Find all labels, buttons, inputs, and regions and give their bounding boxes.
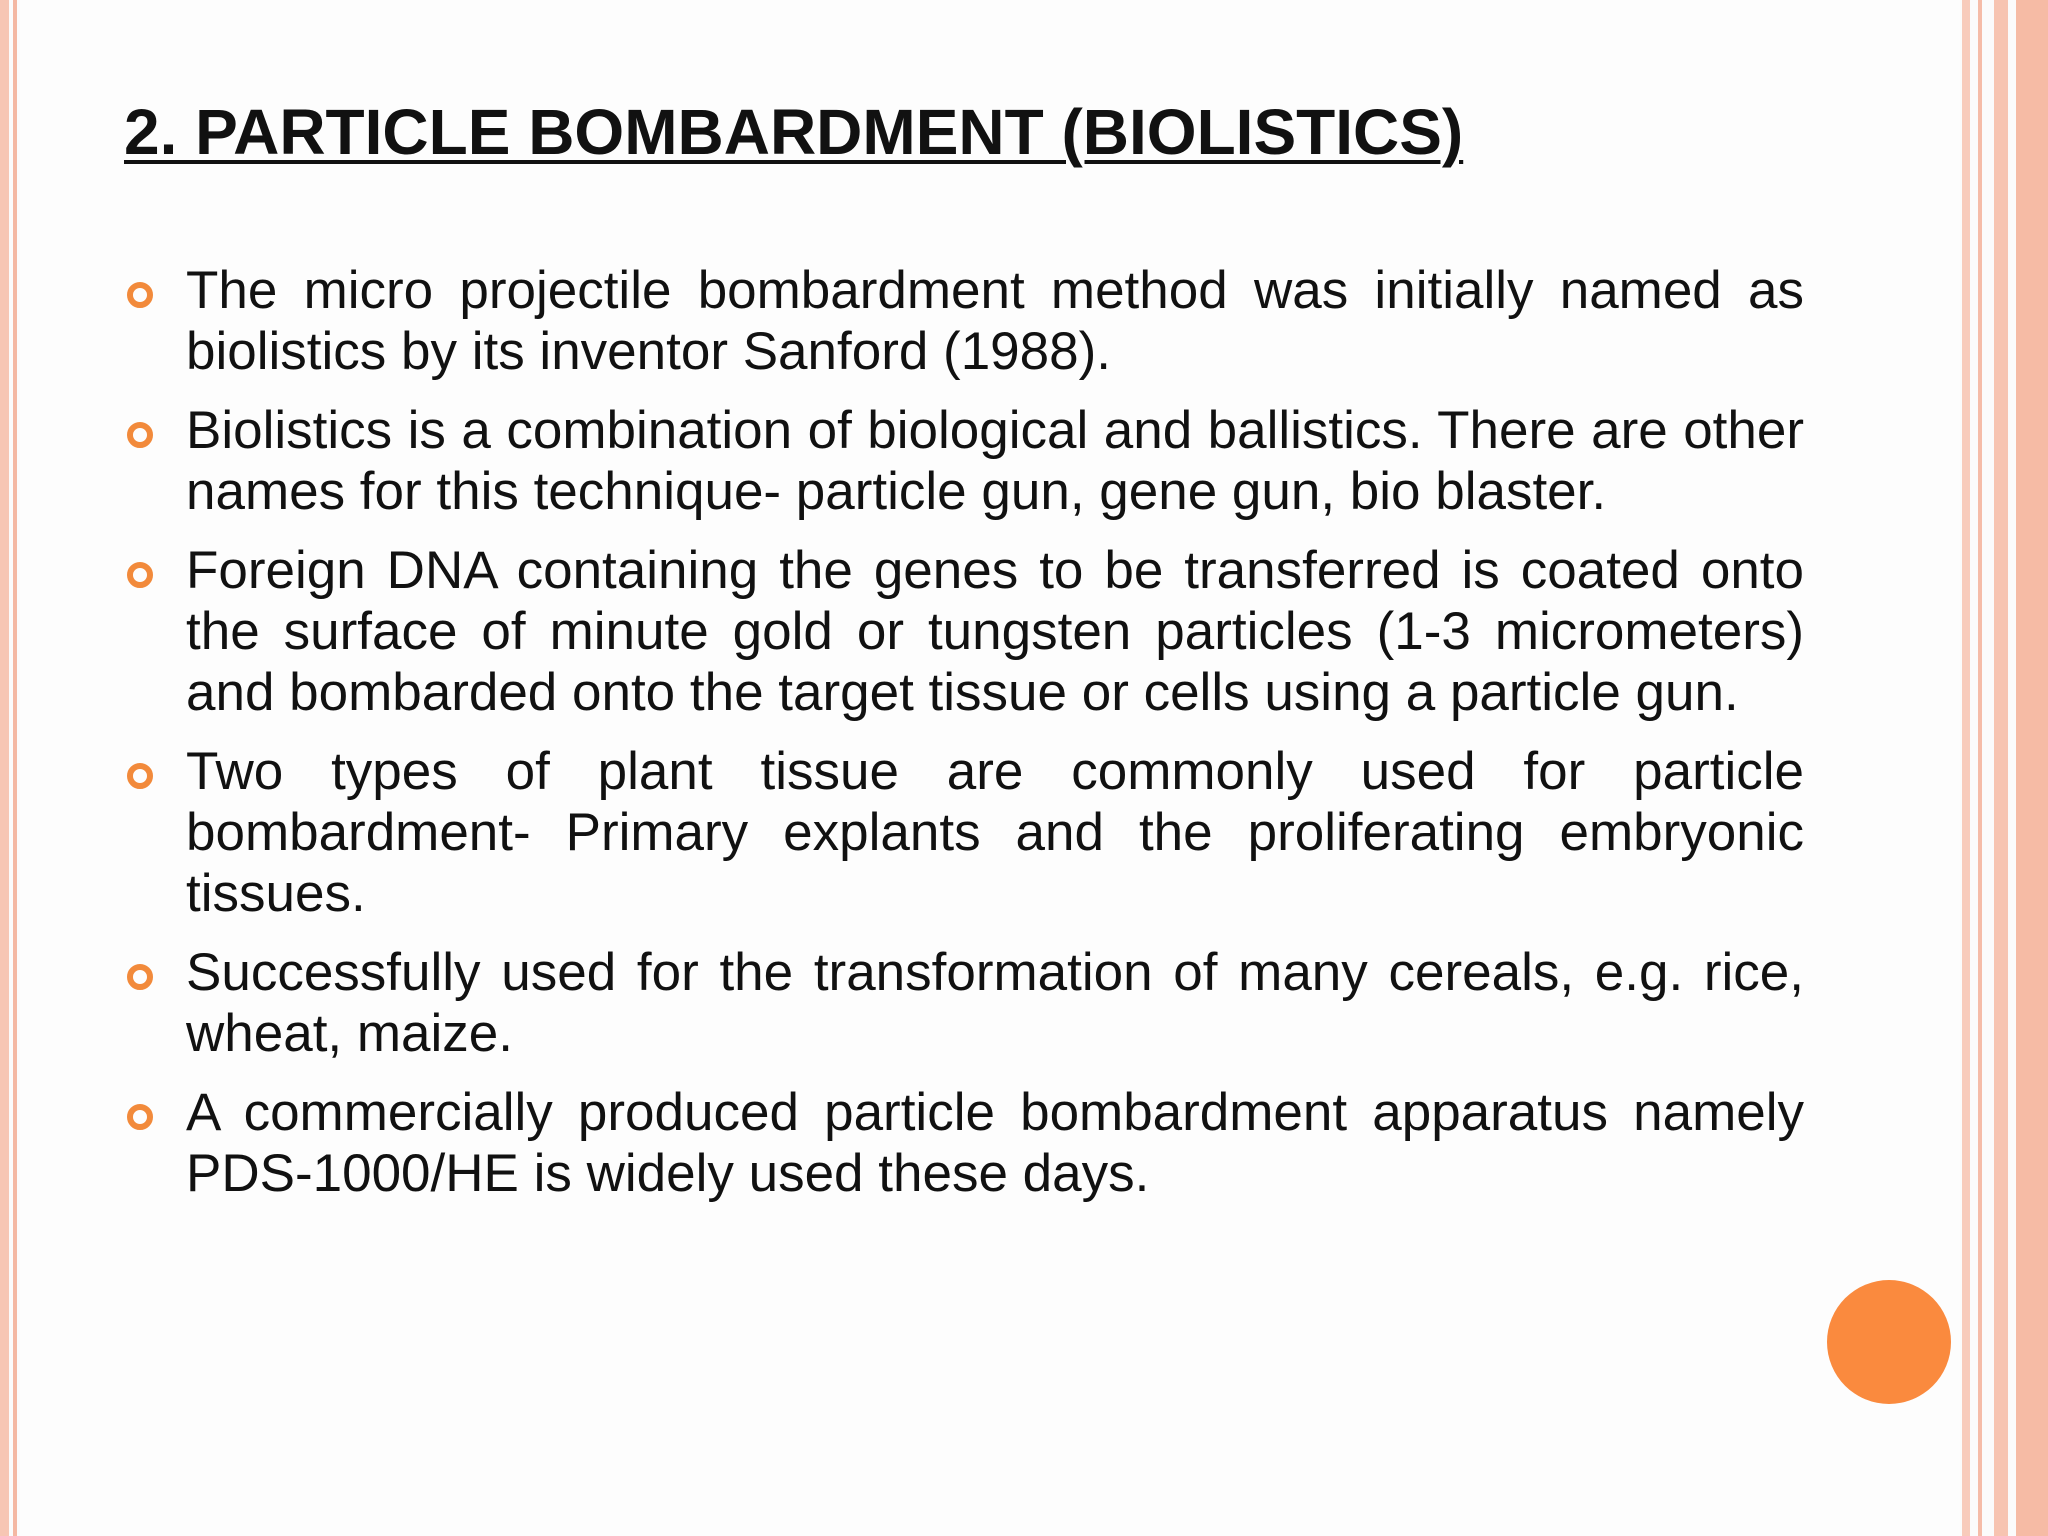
- right-frame-stripe-1: [1962, 0, 1970, 1536]
- bullet-text: Successfully used for the transformation of many cereals, e.g. rice, wheat, maize.: [186, 943, 1804, 1063]
- bullet-item: [124, 942, 1804, 1064]
- ring-bullet-icon: [127, 562, 153, 588]
- bullet-item: [124, 1082, 1804, 1204]
- bullet-text: A commercially produced particle bombardment apparatus namely PDS-1000/HE is widely used these days.: [186, 1083, 1804, 1203]
- ring-bullet-icon: [127, 1104, 153, 1130]
- bullet-item: [124, 260, 1804, 382]
- ring-bullet-icon: [127, 422, 153, 448]
- left-frame-stripe: [0, 0, 9, 1536]
- slide-title: 2. PARTICLE BOMBARDMENT (BIOLISTICS): [124, 96, 1464, 168]
- ring-bullet-icon: [127, 763, 153, 789]
- bullet-text: Biolistics is a combination of biological and ballistics. There are other names for this technique- particle gun, gene gun, bio blaster.: [186, 401, 1804, 521]
- bullet-item: [124, 741, 1804, 924]
- bullet-text: The micro projectile bombardment method was initially named as biolistics by its inventor Sanford (1988).: [186, 261, 1804, 381]
- right-frame-stripe-4: [2016, 0, 2048, 1536]
- orange-circle-decoration: [1827, 1280, 1951, 1404]
- right-frame-stripe-2: [1978, 0, 1982, 1536]
- right-frame-stripe-3: [1994, 0, 2008, 1536]
- left-frame-stripe-thin: [13, 0, 17, 1536]
- bullet-text: Two types of plant tissue are commonly used for particle bombardment- Primary explants and the proliferating embryonic tissues.: [186, 742, 1804, 923]
- bullet-text: Foreign DNA containing the genes to be transferred is coated onto the surface of minute gold or tungsten particles (1-3 micrometers) and bombarded onto the target tissue or cells using a particle gun.: [186, 541, 1804, 722]
- bullet-item: [124, 400, 1804, 522]
- ring-bullet-icon: [127, 282, 153, 308]
- ring-bullet-icon: [127, 964, 153, 990]
- bullet-list: [124, 260, 1804, 1222]
- bullet-item: [124, 540, 1804, 723]
